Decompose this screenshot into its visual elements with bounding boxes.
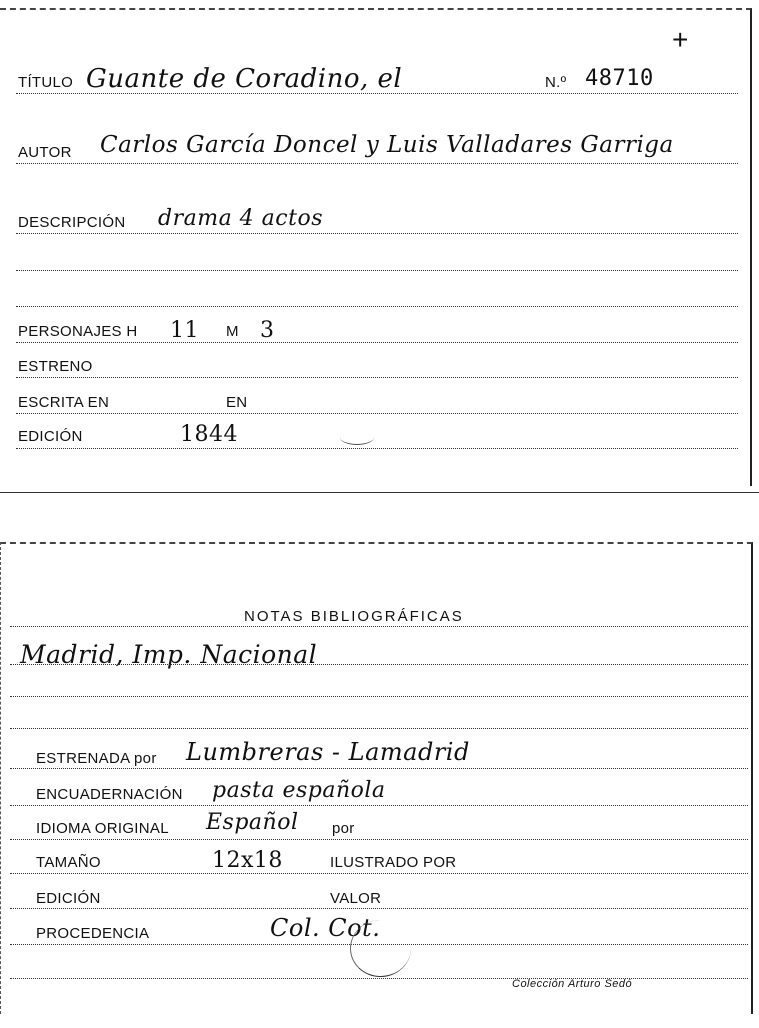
personajes-h-value: 11 xyxy=(170,318,199,343)
rule-blank-1 xyxy=(16,270,738,271)
tamano-label: TAMAÑO xyxy=(36,854,101,871)
numero-value: 48710 xyxy=(585,66,654,91)
rule-descripcion xyxy=(16,233,738,234)
rule-bottom xyxy=(10,978,748,979)
notas-title: NOTAS BIBLIOGRÁFICAS xyxy=(244,608,464,625)
rule-notas-3 xyxy=(10,728,748,729)
rule-blank-2 xyxy=(16,306,738,307)
personajes-m-label: M xyxy=(226,323,239,340)
circle-stamp-mark xyxy=(350,920,411,977)
valor-label: VALOR xyxy=(330,890,382,907)
edicion-bottom-label: EDICIÓN xyxy=(36,890,101,907)
rule-tamano xyxy=(10,873,748,874)
titulo-value: Guante de Coradino, el xyxy=(86,64,403,94)
autor-value: Carlos García Doncel y Luis Valladares Garriga xyxy=(100,132,674,158)
titulo-label: TÍTULO xyxy=(18,74,74,91)
encuadernacion-value: pasta española xyxy=(212,778,386,803)
numero-label: N.º xyxy=(545,74,567,91)
rule-escrita xyxy=(16,413,738,414)
procedencia-value: Col. Cot. xyxy=(270,914,381,942)
coleccion-label: Colección Arturo Sedó xyxy=(512,978,633,990)
rule-edicion-bottom xyxy=(10,908,748,909)
rule-estreno xyxy=(16,377,738,378)
rule-autor xyxy=(16,163,738,164)
edicion-top-value: 1844 xyxy=(180,422,238,447)
plus-mark: + xyxy=(672,24,689,55)
personajes-label: PERSONAJES H xyxy=(18,323,138,340)
autor-label: AUTOR xyxy=(18,144,72,161)
descripcion-value: drama 4 actos xyxy=(158,206,323,231)
notas-line-1: Madrid, Imp. Nacional xyxy=(20,640,318,669)
card-separator xyxy=(0,492,759,493)
descripcion-label: DESCRIPCIÓN xyxy=(18,214,126,231)
encuadernacion-label: ENCUADERNACIÓN xyxy=(36,786,183,803)
por-label: por xyxy=(332,820,355,837)
rule-idioma xyxy=(10,839,748,840)
rule-titulo xyxy=(16,93,738,94)
estrenada-value: Lumbreras - Lamadrid xyxy=(186,738,470,766)
rule-encuadernacion xyxy=(10,805,748,806)
idioma-value: Español xyxy=(206,810,299,835)
escrita-label: ESCRITA EN xyxy=(18,394,110,411)
procedencia-label: PROCEDENCIA xyxy=(36,925,150,942)
rule-notas-2 xyxy=(10,696,748,697)
rule-edicion-top xyxy=(16,448,738,449)
tamano-value: 12x18 xyxy=(212,848,283,873)
en-label: EN xyxy=(226,394,248,411)
edicion-top-label: EDICIÓN xyxy=(18,428,83,445)
personajes-m-value: 3 xyxy=(260,318,275,343)
idioma-label: IDIOMA ORIGINAL xyxy=(36,820,169,837)
scuff-mark xyxy=(340,430,374,445)
ilustrado-label: ILUSTRADO POR xyxy=(330,854,457,871)
estreno-label: ESTRENO xyxy=(18,358,93,375)
rule-estrenada xyxy=(10,768,748,769)
rule-notas-title xyxy=(10,626,748,627)
estrenada-label: ESTRENADA por xyxy=(36,750,157,767)
rule-notas-1 xyxy=(10,664,748,665)
rule-personajes xyxy=(16,342,738,343)
